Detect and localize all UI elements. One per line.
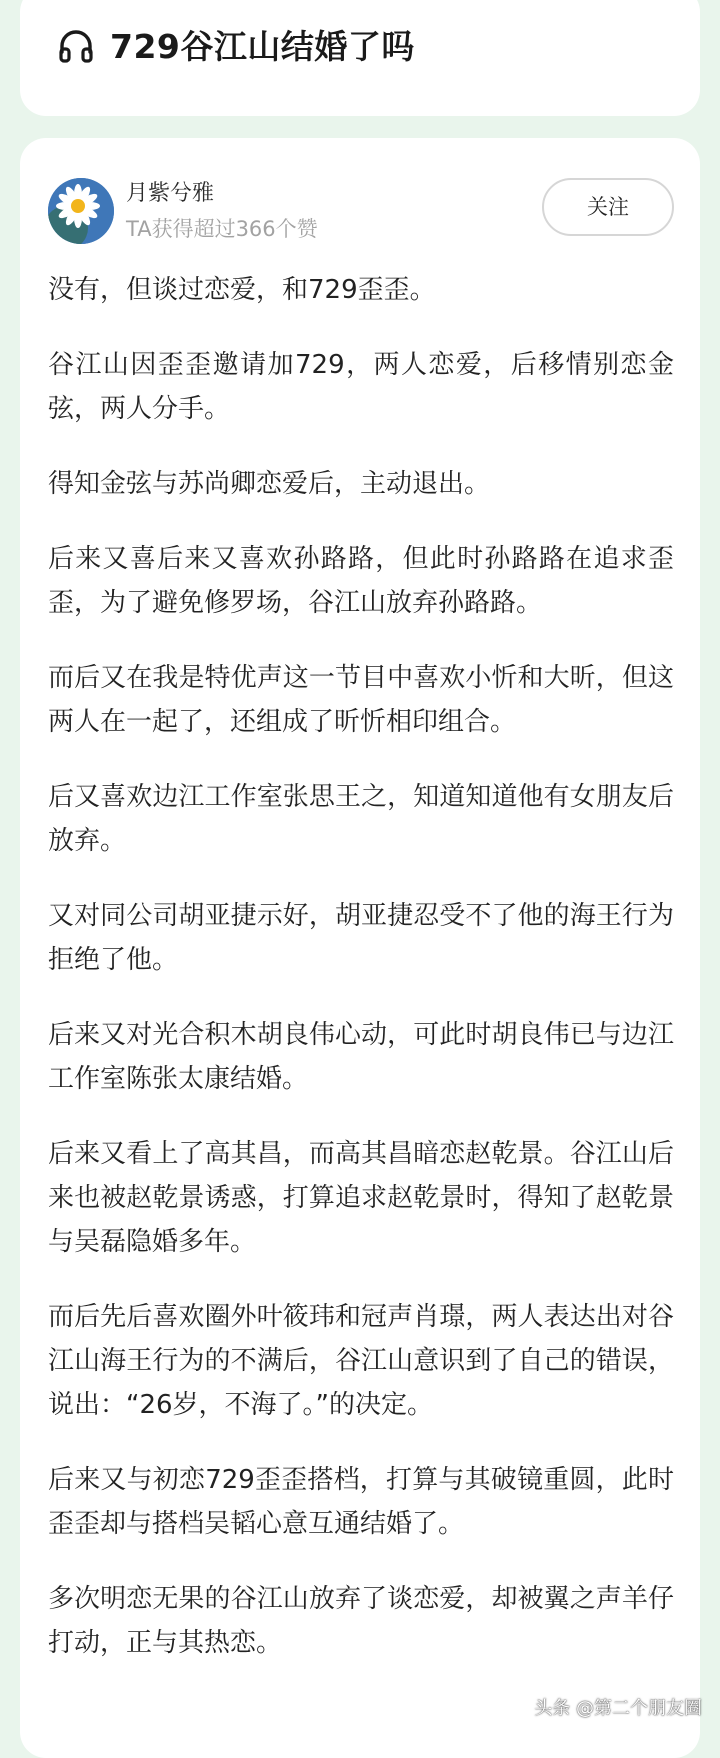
answer-paragraph: 后又喜欢边江工作室张思王之，知道知道他有女朋友后放弃。 (48, 782, 674, 856)
answer-paragraph: 得知金弦与苏尚卿恋爱后，主动退出。 (48, 469, 491, 499)
answer-paragraph: 后来又喜后来又喜欢孙路路，但此时孙路路在追求歪歪，为了避免修罗场，谷江山放弃孙路路。 (48, 544, 674, 618)
answer-body (48, 268, 674, 1665)
answer-paragraph: 后来又对光合积木胡良伟心动，可此时胡良伟已与边江工作室陈张太康结婚。 (48, 1020, 674, 1094)
answer-card (20, 138, 700, 1758)
follow-button[interactable]: 关注 (542, 178, 674, 236)
answer-paragraph: 后来又看上了高其昌，而高其昌暗恋赵乾景。谷江山后来也被赵乾景诱惑，打算追求赵乾景时，得知了赵乾景与吴磊隐婚多年。 (48, 1139, 674, 1257)
headphones-icon (56, 26, 96, 66)
question-title[interactable]: 729谷江山结婚了吗 (110, 27, 415, 66)
author-name[interactable]: 月紫兮雅 (126, 181, 215, 206)
daisy-flower-avatar (48, 178, 114, 244)
answer-paragraph: 而后又在我是特优声这一节目中喜欢小忻和大昕，但这两人在一起了，还组成了昕忻相印组合。 (48, 663, 674, 737)
answer-paragraph: 又对同公司胡亚捷示好，胡亚捷忍受不了他的海王行为拒绝了他。 (48, 901, 674, 975)
answer-paragraph: 而后先后喜欢圈外叶筱玮和冠声肖璟，两人表达出对谷江山海王行为的不满后，谷江山意识到了自己的错误，说出：“26岁，不海了。”的决定。 (48, 1302, 674, 1420)
avatar[interactable] (48, 178, 114, 244)
answer-paragraph: 没有，但谈过恋爱，和729歪歪。 (48, 275, 436, 305)
answer-paragraph: 谷江山因歪歪邀请加729，两人恋爱，后移情别恋金弦，两人分手。 (48, 350, 674, 424)
question-card (20, 0, 700, 116)
answer-paragraph: 后来又与初恋729歪歪搭档，打算与其破镜重圆，此时歪歪却与搭档吴韬心意互通结婚了。 (48, 1465, 674, 1539)
answer-paragraph: 多次明恋无果的谷江山放弃了谈恋爱，却被翼之声羊仔打动，正与其热恋。 (48, 1584, 674, 1658)
watermark: 头条 @第二个朋友圈 (534, 1698, 702, 1719)
author-row (48, 178, 674, 254)
author-likes: TA获得超过366个赞 (126, 217, 318, 241)
